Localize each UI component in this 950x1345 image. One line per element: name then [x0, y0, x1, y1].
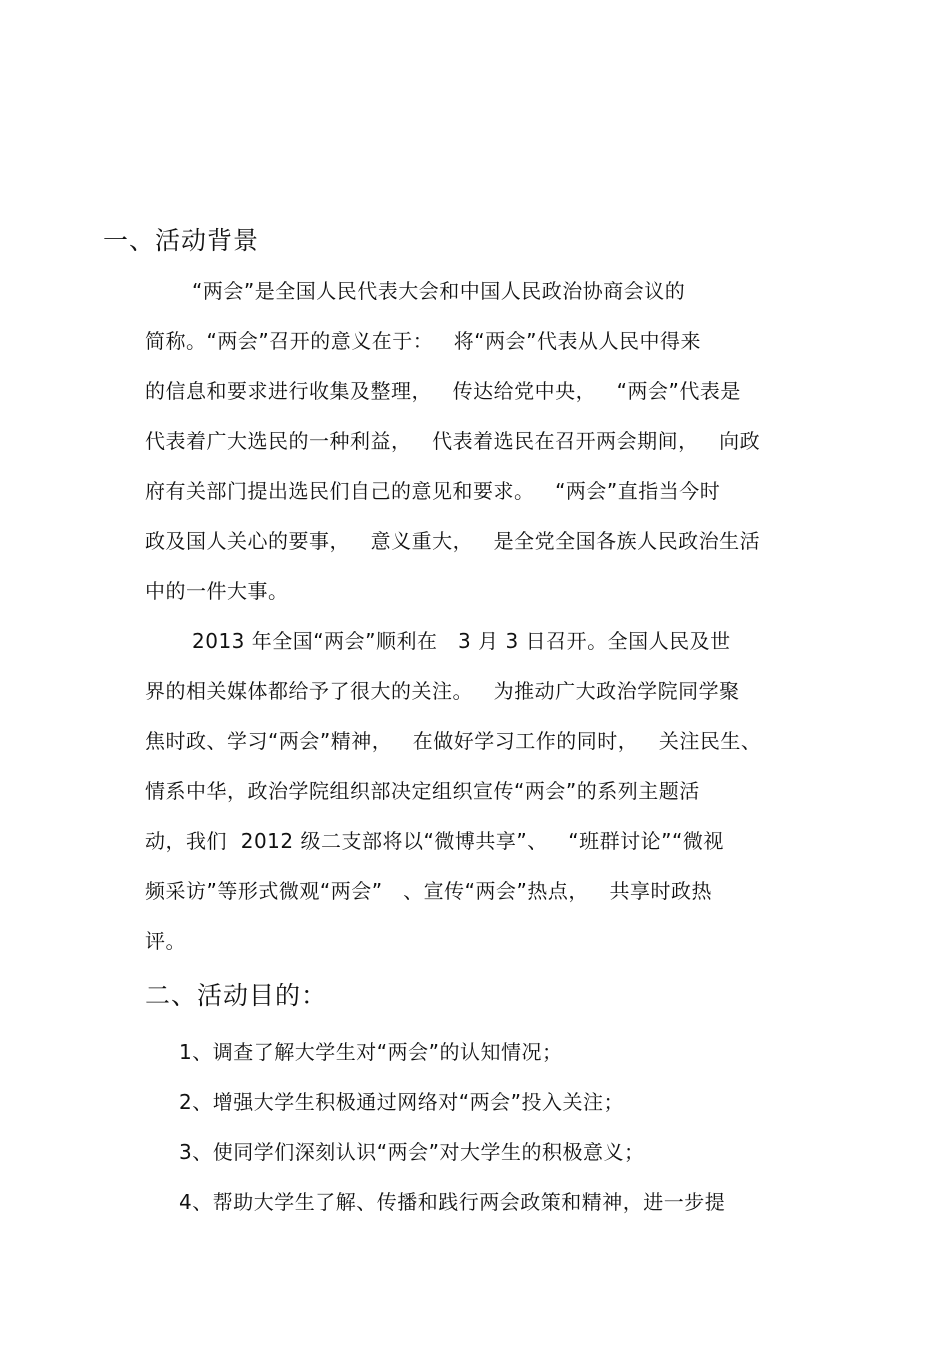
paragraph-line: 焦时政、学习“两会”精神， 在做好学习工作的同时， 关注民生、: [145, 729, 762, 753]
paragraph-line: 评。: [145, 929, 186, 953]
paragraph-line: 代表着广大选民的一种利益， 代表着选民在召开两会期间， 向政: [145, 429, 761, 453]
paragraph-line: 频采访”等形式微观“两会” 、宣传“两会”热点， 共享时政热: [145, 879, 712, 903]
paragraph-line: 2013 年全国“两会”顺利在 3 月 3 日召开。全国人民及世: [192, 629, 731, 653]
list-item: 4、帮助大学生了解、传播和践行两会政策和精神，进一步提: [179, 1190, 726, 1214]
paragraph-line: 府有关部门提出选民们自己的意见和要求。 “两会”直指当今时: [145, 479, 721, 503]
paragraph-line: 中的一件大事。: [145, 579, 289, 603]
list-item: 3、使同学们深刻认识“两会”对大学生的积极意义；: [179, 1140, 645, 1164]
list-item: 2、增强大学生积极通过网络对“两会”投入关注；: [179, 1090, 624, 1114]
paragraph-line: 界的相关媒体都给予了很大的关注。 为推动广大政治学院同学聚: [145, 679, 740, 703]
paragraph-line: 政及国人关心的要事， 意义重大， 是全党全国各族人民政治生活: [145, 529, 761, 553]
list-item: 1、调查了解大学生对“两会”的认知情况；: [179, 1040, 563, 1064]
section-heading-background: 一、活动背景: [103, 226, 260, 255]
section-heading-purpose: 二、活动目的：: [145, 981, 328, 1010]
paragraph-line: 的信息和要求进行收集及整理， 传达给党中央， “两会”代表是: [145, 379, 741, 403]
paragraph-line: 简称。“两会”召开的意义在于： 将“两会”代表从人民中得来: [145, 329, 702, 353]
paragraph-line: “两会”是全国人民代表大会和中国人民政治协商会议的: [192, 279, 686, 303]
paragraph-line: 情系中华，政治学院组织部决定组织宣传“两会”的系列主题活: [145, 779, 700, 803]
paragraph-line: 动，我们 2012 级二支部将以“微博共享”、 “班群讨论”“微视: [145, 829, 724, 853]
